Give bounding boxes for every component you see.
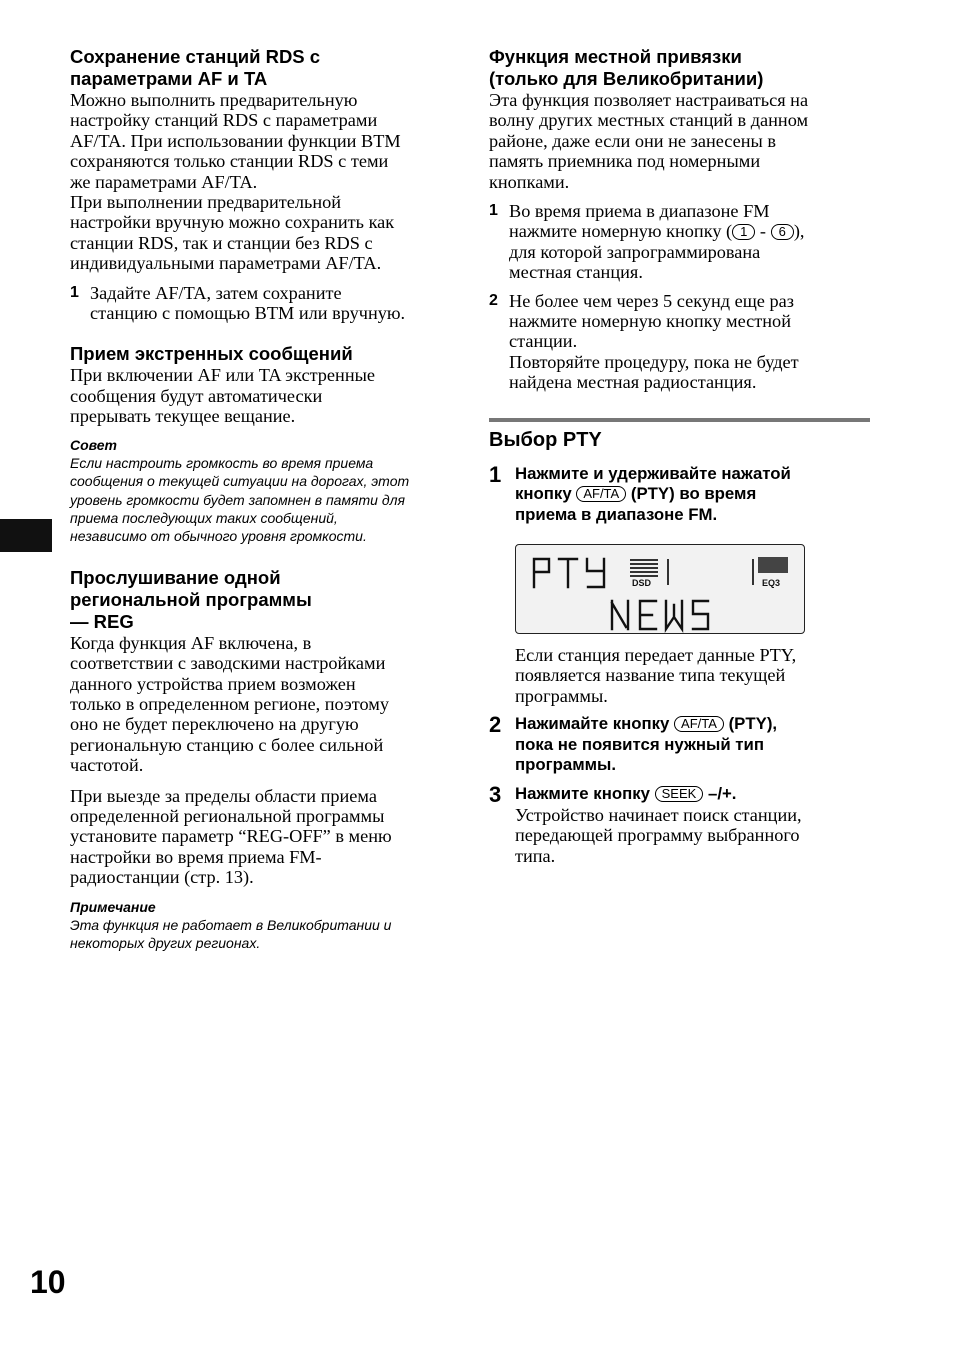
- step-text: Нажимайте кнопку AF/TA (PTY), пока не появится нужный тип программы.: [515, 714, 778, 775]
- tip-text: Если настроить громкость во время приема сообщения о текущей ситуации на дорогах, этот уровень громкости будет запомнен в памяти для приема последующих таких сообщений, независимо от обычного уровня громкости.: [70, 454, 410, 545]
- section-rds-af-ta: [70, 46, 455, 323]
- af-ta-button: AF/TA: [576, 486, 626, 502]
- step-item: [489, 464, 869, 525]
- heading-emergency: Прием экстренных сообщений: [70, 343, 353, 365]
- preset-button-6: 6: [771, 224, 794, 240]
- lcd-eq-label: EQ3: [762, 578, 781, 588]
- step-text: Нажмите кнопку SEEK –/+. Устройство начинает поиск станции, передающей программу выбранного типа.: [515, 784, 802, 866]
- tip-heading: Совет: [70, 436, 118, 453]
- step-item: [489, 201, 869, 283]
- paragraph: Можно выполнить предварительную настройку станций RDS с параметрами AF/TA. При использовании функции BTM сохраняются только станции RDS с теми же параметрами AF/TA. При выполнении предварительной настройки вручную можно сохранить как станции RDS, так и станции без RDS с индивидуальными параметрами AF/TA.: [70, 90, 401, 274]
- section-pty-continued: [489, 645, 869, 866]
- section-emergency: [70, 343, 455, 545]
- step-number: 1: [70, 283, 79, 301]
- step-item: [70, 283, 455, 324]
- step-item: [489, 714, 869, 775]
- step-number: 1: [489, 462, 502, 487]
- section-divider: [489, 418, 870, 422]
- step-number: 1: [489, 202, 498, 220]
- right-column: [489, 46, 869, 393]
- heading-local-link: Функция местной привязки (только для Великобритании): [489, 46, 764, 89]
- note-heading: Примечание: [70, 898, 156, 915]
- lcd-segment-text-pty: [534, 559, 604, 587]
- step-number: 2: [489, 291, 498, 309]
- heading-rds-af-ta: Сохранение станций RDS с параметрами AF и TA: [70, 46, 321, 89]
- lcd-display: [515, 544, 805, 634]
- paragraph: Эта функция позволяет настраиваться на волну других местных станций в данном районе, даже если они не занесены в память приемника под номерными кнопками.: [489, 90, 809, 192]
- step-text: Нажмите и удерживайте нажатой кнопку AF/TA (PTY) во время приема в диапазоне FM.: [515, 464, 791, 524]
- af-ta-button: AF/TA: [674, 716, 724, 732]
- lcd-display-graphic: [516, 545, 806, 635]
- step-text: Во время приема в диапазоне FM нажмите номерную кнопку ( 1 - 6 ), для которой запрограммирована местная станция.: [509, 201, 805, 283]
- paragraph: При выезде за пределы области приема определенной региональной программы установите параметр “REG-OFF” в меню настройки во время приема FM- радиостанции (стр. 13).: [70, 785, 392, 888]
- heading-reg: Прослушивание одной региональной программы — REG: [70, 566, 312, 632]
- preset-button-1: 1: [732, 224, 755, 240]
- step-item: [489, 784, 869, 866]
- step-number: 3: [489, 782, 502, 808]
- step-number: 2: [489, 712, 502, 738]
- paragraph: Когда функция AF включена, в соответствии с заводскими настройками данного устройства прием возможен только в определенном регионе, поэтому оно не будет переключено на другую региональную станцию с более сильной частотой.: [70, 632, 390, 776]
- heading-pty: Выбор PTY: [489, 429, 602, 451]
- left-column: [70, 46, 455, 952]
- paragraph: Если станция передает данные PTY, появляется название типа текущей программы.: [515, 645, 797, 706]
- section-pty: [489, 428, 869, 525]
- section-thumb-tab: [0, 519, 52, 552]
- section-reg: [70, 567, 455, 953]
- note-text: Эта функция не работает в Великобритании и некоторых других регионах.: [70, 916, 392, 951]
- step-text: Не более чем через 5 секунд еще раз нажмите номерную кнопку местной станции. Повторяйте процедуру, пока не будет найдена местная радиостанция.: [509, 290, 799, 393]
- lcd-segment-text-news: [612, 601, 708, 629]
- seek-button: SEEK: [655, 786, 704, 802]
- step-item: [489, 291, 869, 393]
- section-local-link: [489, 46, 869, 393]
- lcd-dsd-label: DSD: [632, 578, 652, 588]
- page-number: 10: [30, 1264, 66, 1300]
- paragraph: При включении AF или TA экстренные сообщения будут автоматически прерывать текущее вещание.: [70, 365, 376, 427]
- step-text: Задайте AF/TA, затем сохраните станцию с помощью BTM или вручную.: [90, 282, 406, 324]
